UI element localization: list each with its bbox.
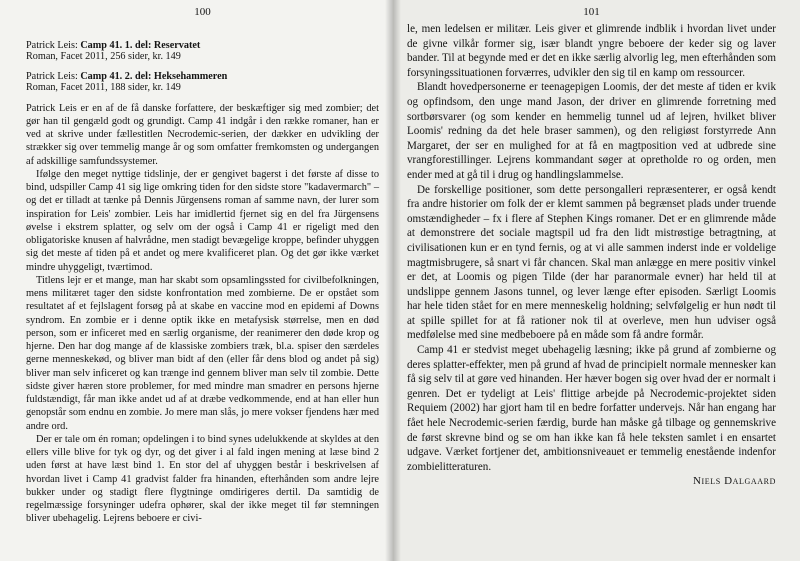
book-gutter-shadow — [385, 0, 401, 561]
review-line — [26, 71, 379, 82]
body-paragraph: Patrick Leis er en af de få danske forfattere, der beskæftiger sig med zombier; det gør han til gengæld godt og grundigt. Camp 41 indgår i den række romaner, han er ved at skrive under fællestitlen Necrodemic-serien, der dækker en udvikling der strækker sig over temmelig mange år og som omfatter fremkomsten og undergangen af adskillige samfundssystemer. — [26, 102, 379, 167]
right-page — [393, 0, 800, 561]
page-number: 100 — [194, 6, 211, 18]
review-author: Patrick Leis: — [26, 70, 81, 82]
left-page — [0, 0, 393, 561]
review-meta: Roman, Facet 2011, 256 sider, kr. 149 — [26, 51, 181, 63]
reviewer-signature: Niels Dalgaard — [692, 475, 776, 488]
review-header — [26, 71, 379, 94]
body-paragraph: Camp 41 er stedvist meget ubehagelig læsning; ikke på grund af zombierne og deres splatter-effekter, men på grund af hvad de principielt normale mennesker kan få sig selv til at gøre ved hinanden. Her hæver bogen sig over hvad der er normalt i genren. Det er tydeligt at Leis' flittige arbejde på Necrodemic-projektet siden Requiem (2002) har gjort ham til en bedre forfatter undervejs. Når han engang har fået hele Necrodemic-serien færdig, burde han måske gå tilbage og gennemskrive de først skrevne bind og se om han ikke kan få hele teksten samlet i en ensartet udgave. Værket fortjener det, ambitionsniveauet er temmelig enestående indenfor zombielitteraturen. — [407, 344, 776, 473]
review-author: Patrick Leis: — [26, 40, 81, 51]
body-paragraph: De forskellige positioner, som dette persongalleri repræsenterer, er også kendt fra andre historier om folk der er klemt sammen på begrænset plads under truende omstændigheder – fx i flere af Stephen Kings romaner. Det er en glimrende måde at demonstrere det sociale magtspil ud fra den lidt mistrøstige betragtning, at civilisationen kun er en tynd fernis, og at vi alle sammen inderst inde er voldelige magtmisbrugere, så snart vi får chancen. Skal man anlægge en mere positiv vinkel er det, at Loomis og pigen Tilde (der har paranormale evner) har held til at undslippe gennem Jasons tunnel, og lever længe efter episoden. Særligt Loomis har hele tiden stået for en mere menneskelig holdning; selvfølgelig er hun nødt til at spille spillet for at få rationer nok til at overleve, men hun udviser også medfølelse med sine medbeboere på en måde som få andre formår. — [407, 183, 776, 342]
review-line — [26, 40, 379, 51]
review-title: Camp 41. 2. del: Heksehammeren — [80, 70, 228, 82]
body-paragraph: Ifølge den meget nyttige tidslinje, der er gengivet bagerst i det første af disse to bind, udspiller Camp 41 sig lige omkring tiden for den sidste store "kadavermarch" – og det er tilladt at tænke på Dennis Jürgensens roman af samme navn, der lurer som inspiration for Leis' zombier. Leis har imidlertid fjernet sig en del fra Jürgensens øvelse i ekstrem splatter, og selv om der også i Camp 41 er rigeligt med den obligatoriske knusen af halvrådne, men stadigt bevægelige kroppe, befinder uhyggen sig det meste af tiden på et andet og mere kvalificeret plan. Og det gør ikke værket mindre uhyggeligt, tværtimod. — [26, 168, 379, 273]
body-paragraph: Titlens lejr er et mange, man har skabt som opsamlingssted for civilbefolkningen, mens militæret tager den sidste konfrontation med zombierne. De er opstået som resultatet af et fejlslagent forsøg på at skabe en vaccine mod en epidemi af Downs syndrom. En zombie er i denne optik ikke en metafysisk størrelse, men en død person, som er inficeret med en særlig organisme, der reanimerer den døde krop og hjerne. Den har dog mange af de klassiske zombiers træk, bl.a. spiser den særdeles gerne menneskekød, og bliver man bidt af den (eller får dens blod og andet på sig) bliver man selv inficeret og kan trænge ind gennem bliver man selv til zombie. Dette sidste giver hæren store problemer, for med mindre man smadrer en persons hjerne fuldstændigt, får man ikke andet ud af at dræbe vedkommende, end at han eller hun genopstår som endnu en zombie. Jo mere man slås, jo mere vokser fjendens hær med andre ord. — [26, 274, 379, 432]
body-paragraph: Blandt hovedpersonerne er teenagepigen Loomis, der det meste af tiden er kvik og opfindsom, den unge mand Jason, der driver en glimrende forretning med sortbørsvarer (og som kender en hemmelig tunnel ud af lejren, hvilket bliver Loomis' redning da det hele braser sammen), og den religiøst forstyrrede Ann Margaret, der ser en mulighed for at få en magtposition ved at udbrede sine vrangforestillinger. Lejrens kommandant søger at opretholde ro og orden, men ender med at gå til i drug og handlingslammelse. — [407, 81, 776, 181]
body-paragraph: Der er tale om én roman; opdelingen i to bind synes udelukkende at skyldes at den ellers ville blive for tyk og dyr, og det giver i al fald ingen mening at læse bind 2 uden først at have læst bind 1. En stor del af uhyggen består i beskrivelsen af hvordan livet i Camp 41 gradvist falder fra hinanden, efterhånden som andre lejre bukker under og stadigt flere flygtninge omdirigeres dertil. Da samtidig de regelmæssige forsyninger udefra ophører, skal der ikke meget til før stemningen bliver ubehagelig. Lejrens beboere er civi- — [26, 433, 379, 525]
review-meta: Roman, Facet 2011, 188 sider, kr. 149 — [26, 82, 181, 94]
review-header — [26, 40, 379, 63]
page-number: 101 — [583, 6, 600, 18]
review-title: Camp 41. 1. del: Reservatet — [80, 40, 201, 51]
body-paragraph: le, men ledelsen er militær. Leis giver et glimrende indblik i hvordan livet under de givne vilkår former sig, især blandt yngre beboere der keder sig og laver bander. Til at begynde med er det en ikke særlig alvorlig leg, men efterhånden som forsyningssituationen forværres, udvikler den sig til en kamp om ressourcer. — [407, 23, 776, 79]
